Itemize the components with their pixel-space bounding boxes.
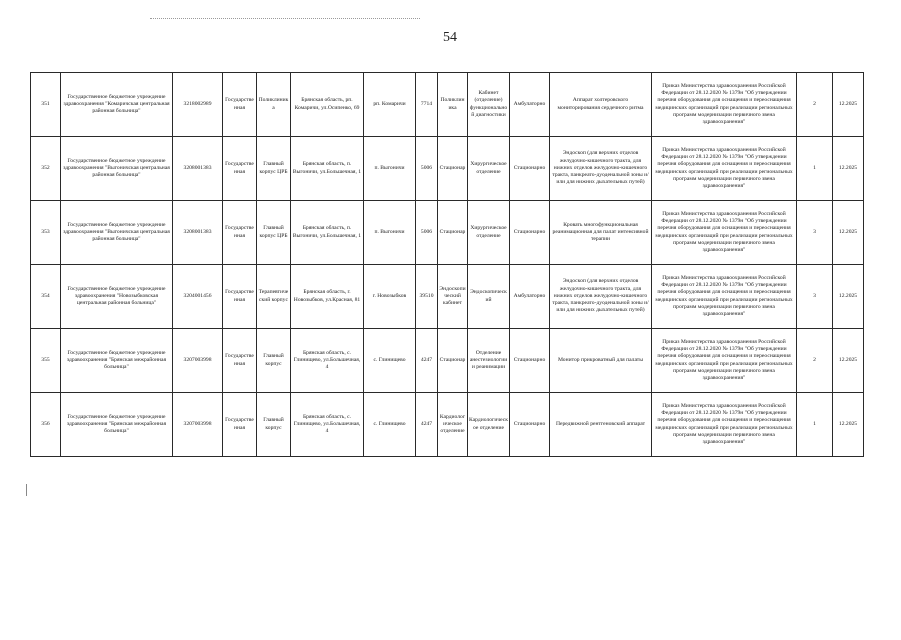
cell-quantity: 2 [797, 73, 833, 137]
cell-facility-type: Поликлиника [438, 73, 468, 137]
cell-building-name: Главный корпус [257, 329, 291, 393]
cell-address: Брянская область, г. Новозыбков, ул.Красная, 81 [291, 265, 364, 329]
cell-population: 5006 [416, 137, 438, 201]
cell-care-conditions: Амбулаторно [510, 73, 550, 137]
cell-locality: с. Глинищево [364, 393, 416, 457]
cell-row-number: 351 [31, 73, 61, 137]
cell-population: 7714 [416, 73, 438, 137]
cell-facility-type: Стационар [438, 329, 468, 393]
cell-care-conditions: Стационарно [510, 137, 550, 201]
cell-locality: рп. Комаричи [364, 73, 416, 137]
cell-organization-name: Государственное бюджетное учреждение здравоохранения "Выгоничская центральная районная больница" [61, 201, 173, 265]
cell-quantity: 3 [797, 265, 833, 329]
cell-delivery-date: 12.2025 [833, 265, 864, 329]
cell-equipment-name: Монитор прикроватный для палаты [550, 329, 652, 393]
cell-locality: п. Выгоничи [364, 137, 416, 201]
cell-building-name: Главный корпус ЦРБ [257, 201, 291, 265]
cell-department: Хирургическое отделение [468, 137, 510, 201]
table-row [31, 265, 864, 329]
cell-care-conditions: Стационарно [510, 329, 550, 393]
cell-inn-code: 3204001456 [173, 265, 223, 329]
cell-care-conditions: Стационарно [510, 201, 550, 265]
cell-care-conditions: Амбулаторно [510, 265, 550, 329]
cell-population: 4247 [416, 329, 438, 393]
cell-population: 5006 [416, 201, 438, 265]
cell-delivery-date: 12.2025 [833, 137, 864, 201]
margin-tick-mark [26, 484, 28, 496]
cell-legal-basis: Приказ Министерства здравоохранения Российской Федерации от 28.12.2020 № 1379н "Об утверждении перечня оборудования для оснащения и переоснащения медицинских организаций при реализации региональных программ модернизации первичного звена здравоохранения" [652, 329, 797, 393]
cell-facility-type: Стационар [438, 137, 468, 201]
cell-building-name: Главный корпус [257, 393, 291, 457]
cell-locality: с. Глинищево [364, 329, 416, 393]
cell-delivery-date: 12.2025 [833, 73, 864, 137]
cell-ownership-form: Государственная [223, 265, 257, 329]
cell-building-name: Главный корпус ЦРБ [257, 137, 291, 201]
cell-equipment-name: Кровать многофункциональная реанимационная для палат интенсивной терапии [550, 201, 652, 265]
cell-locality: п. Выгоничи [364, 201, 416, 265]
cell-department: Отделение анестезиологии и реанимации [468, 329, 510, 393]
cell-building-name: Терапевтический корпус [257, 265, 291, 329]
cell-organization-name: Государственное бюджетное учреждение здравоохранения "Выгоничская центральная районная больница" [61, 137, 173, 201]
cell-population: 4247 [416, 393, 438, 457]
page-number: 54 [443, 30, 457, 45]
cell-address: Брянская область, п. Выгоничи, ул.Большечная, 1 [291, 137, 364, 201]
cell-row-number: 354 [31, 265, 61, 329]
equipment-table [30, 72, 864, 457]
table-row [31, 329, 864, 393]
cell-row-number: 356 [31, 393, 61, 457]
cell-facility-type: Стационар [438, 201, 468, 265]
cell-delivery-date: 12.2025 [833, 201, 864, 265]
cell-inn-code: 3207003998 [173, 329, 223, 393]
cell-ownership-form: Государственная [223, 393, 257, 457]
cell-equipment-name: Эндоскоп (для верхних отделов желудочно-кишечного тракта, для нижних отделов желудочно-кишечного тракта, панкреато-дуоденальной зоны и/или для нижних дыхательных путей) [550, 137, 652, 201]
cell-organization-name: Государственное бюджетное учреждение здравоохранения "Брянская межрайонная больница" [61, 393, 173, 457]
table-row [31, 73, 864, 137]
cell-row-number: 355 [31, 329, 61, 393]
cell-legal-basis: Приказ Министерства здравоохранения Российской Федерации от 28.12.2020 № 1379н "Об утверждении перечня оборудования для оснащения и переоснащения медицинских организаций при реализации региональных программ модернизации первичного звена здравоохранения" [652, 393, 797, 457]
cell-row-number: 353 [31, 201, 61, 265]
cell-equipment-name: Эндоскоп (для верхних отделов желудочно-кишечного тракта, для нижних отделов желудочно-кишечного тракта, панкреато-дуоденальной зоны и/или для нижних дыхательных путей) [550, 265, 652, 329]
cell-quantity: 3 [797, 201, 833, 265]
cell-department: Кабинет (отделение) функциональной диагностики [468, 73, 510, 137]
cell-address: Брянская область, рп. Комаричи, ул.Осипенко, 69 [291, 73, 364, 137]
cell-facility-type: Кардиологическое отделение [438, 393, 468, 457]
cell-department: Кардиологическое отделение [468, 393, 510, 457]
cell-organization-name: Государственное бюджетное учреждение здравоохранения "Комаричская центральная районная больница" [61, 73, 173, 137]
cell-legal-basis: Приказ Министерства здравоохранения Российской Федерации от 28.12.2020 № 1379н "Об утверждении перечня оборудования для оснащения и переоснащения медицинских организаций при реализации региональных программ модернизации первичного звена здравоохранения" [652, 73, 797, 137]
cell-ownership-form: Государственная [223, 329, 257, 393]
cell-delivery-date: 12.2025 [833, 393, 864, 457]
table-row [31, 393, 864, 457]
cell-organization-name: Государственное бюджетное учреждение здравоохранения "Брянская межрайонная больница" [61, 329, 173, 393]
cell-address: Брянская область, с. Глинищево, ул.Большечная, 4 [291, 329, 364, 393]
cell-ownership-form: Государственная [223, 201, 257, 265]
cell-department: Хирургическое отделение [468, 201, 510, 265]
cell-address: Брянская область, с. Глинищево, ул.Большечная, 4 [291, 393, 364, 457]
cell-row-number: 352 [31, 137, 61, 201]
cell-legal-basis: Приказ Министерства здравоохранения Российской Федерации от 28.12.2020 № 1379н "Об утверждении перечня оборудования для оснащения и переоснащения медицинских организаций при реализации региональных программ модернизации первичного звена здравоохранения" [652, 137, 797, 201]
cell-facility-type: Эндоскопический кабинет [438, 265, 468, 329]
cell-population: 39510 [416, 265, 438, 329]
cell-equipment-name: Аппарат холтеровского мониторирования сердечного ритма [550, 73, 652, 137]
cell-address: Брянская область, п. Выгоничи, ул.Большечная, 1 [291, 201, 364, 265]
cell-delivery-date: 12.2025 [833, 329, 864, 393]
cell-quantity: 2 [797, 329, 833, 393]
cell-inn-code: 3207003998 [173, 393, 223, 457]
cell-ownership-form: Государственная [223, 137, 257, 201]
cell-legal-basis: Приказ Министерства здравоохранения Российской Федерации от 28.12.2020 № 1379н "Об утверждении перечня оборудования для оснащения и переоснащения медицинских организаций при реализации региональных программ модернизации первичного звена здравоохранения" [652, 265, 797, 329]
cell-inn-code: 3218002989 [173, 73, 223, 137]
cell-legal-basis: Приказ Министерства здравоохранения Российской Федерации от 28.12.2020 № 1379н "Об утверждении перечня оборудования для оснащения и переоснащения медицинских организаций при реализации региональных программ модернизации первичного звена здравоохранения" [652, 201, 797, 265]
cell-quantity: 1 [797, 137, 833, 201]
table-row [31, 137, 864, 201]
cell-care-conditions: Стационарно [510, 393, 550, 457]
cell-quantity: 1 [797, 393, 833, 457]
cell-building-name: Поликлиника [257, 73, 291, 137]
scan-artifact-line [150, 18, 420, 19]
cell-organization-name: Государственное бюджетное учреждение здравоохранения "Новозыбковская центральная районная больница" [61, 265, 173, 329]
cell-locality: г. Новозыбков [364, 265, 416, 329]
cell-inn-code: 3208001383 [173, 201, 223, 265]
cell-department: Эндоскопический [468, 265, 510, 329]
cell-equipment-name: Передвижной рентгеновский аппарат [550, 393, 652, 457]
cell-inn-code: 3208001383 [173, 137, 223, 201]
cell-ownership-form: Государственная [223, 73, 257, 137]
table-row [31, 201, 864, 265]
